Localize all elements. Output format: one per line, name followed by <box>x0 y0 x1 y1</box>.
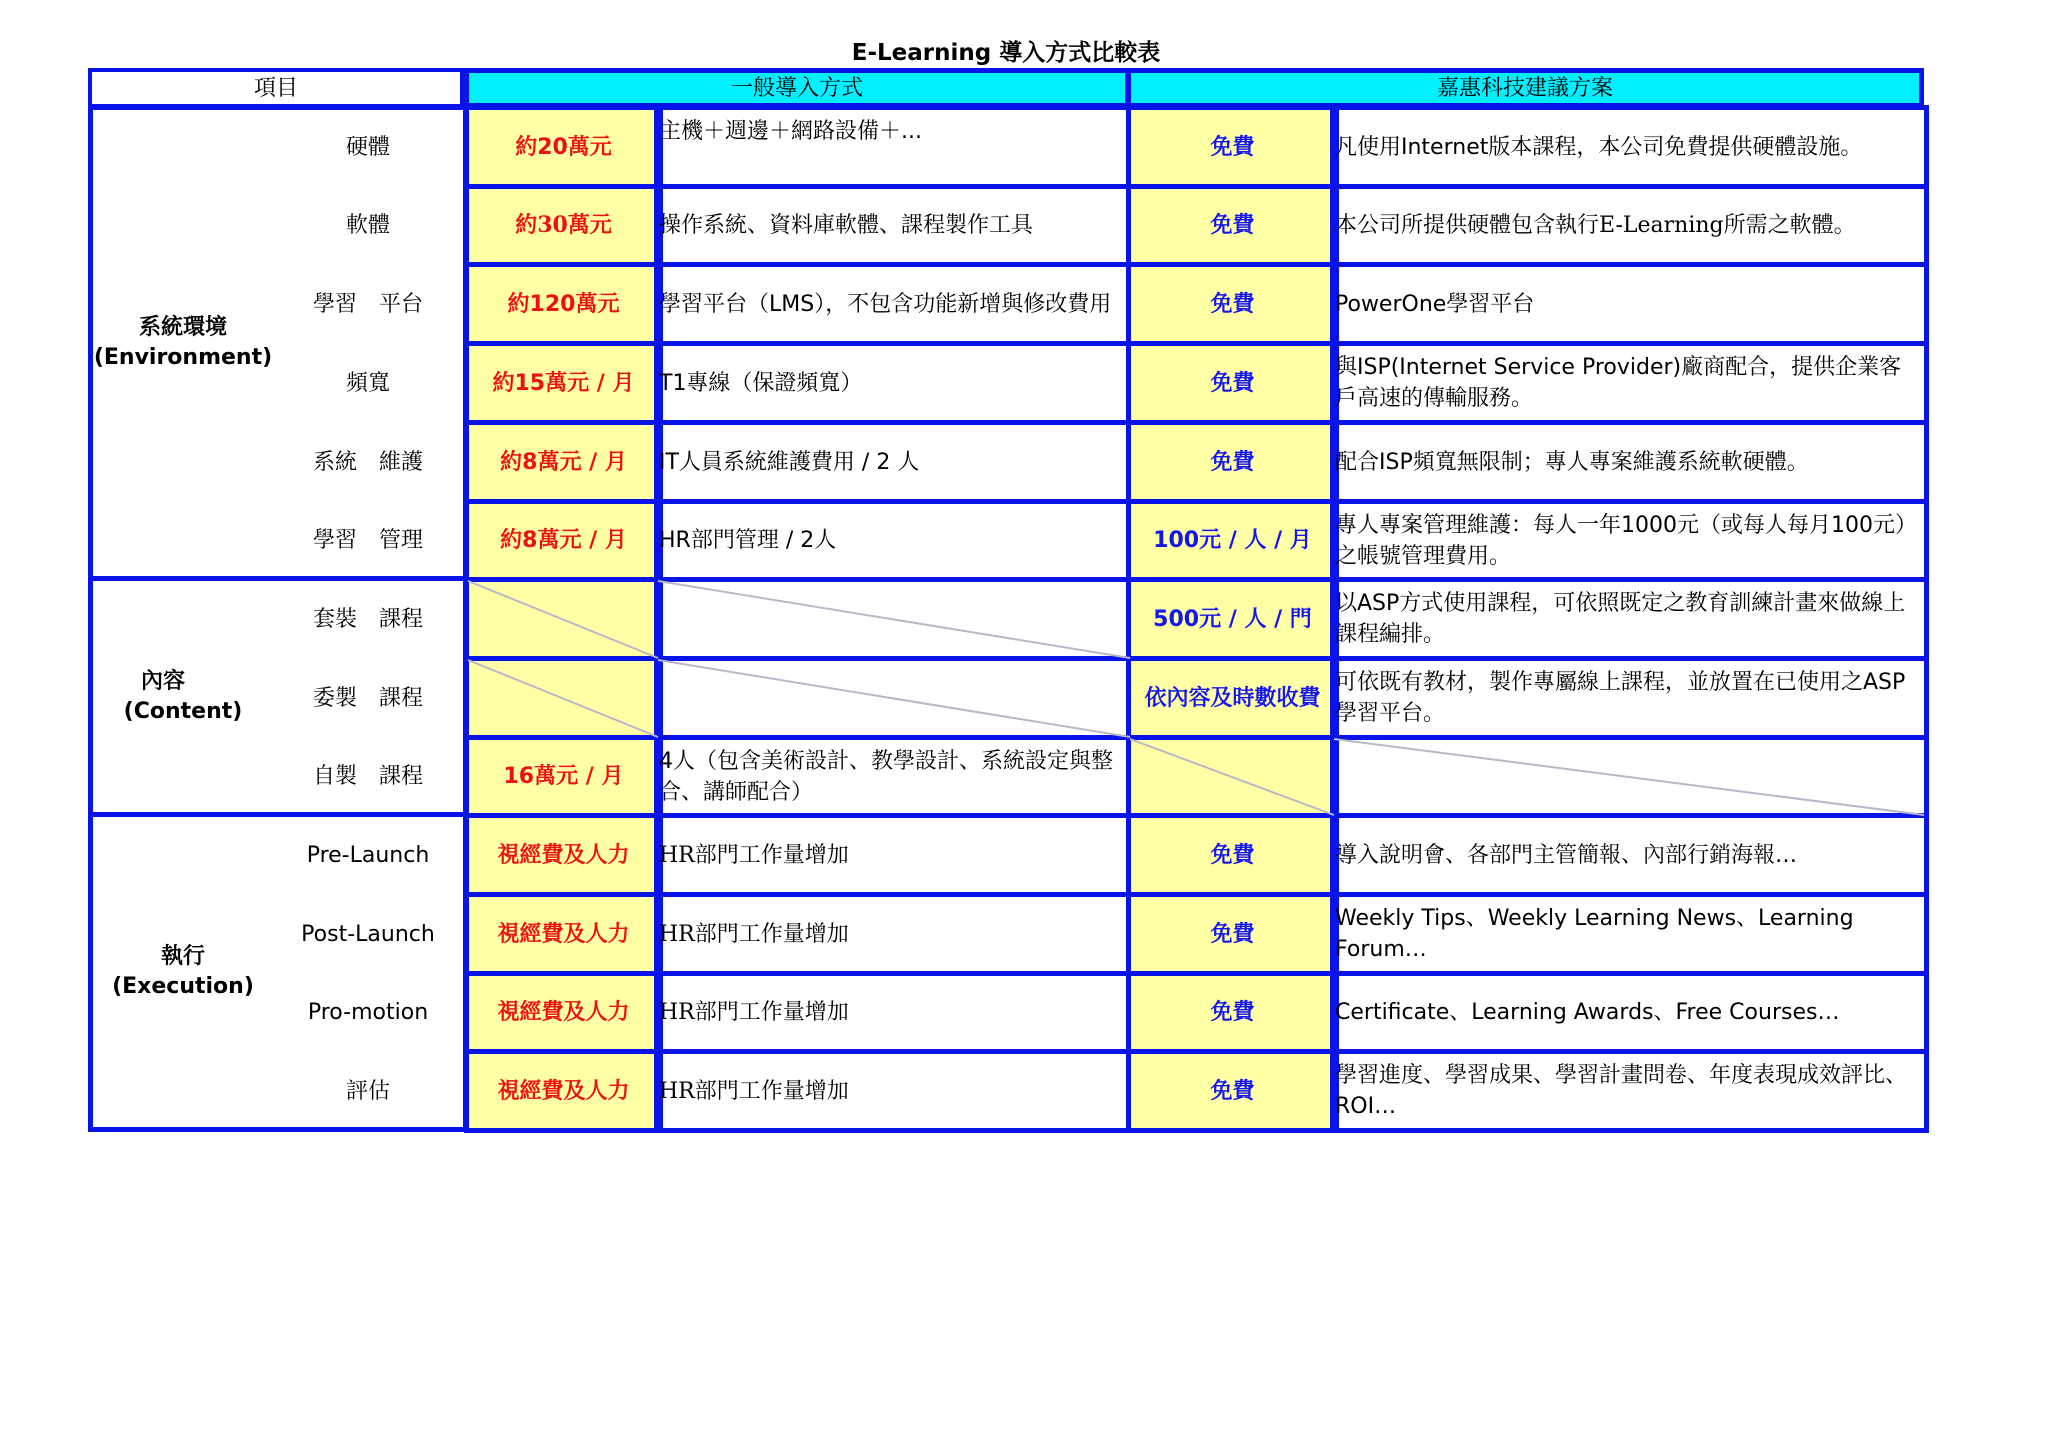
row-desc-4-text: IT人員系統維護費用 / 2 人 <box>659 449 920 475</box>
row-item-12-text: 評估 <box>345 1078 390 1104</box>
row-desc-10-text: HR部門工作量增加 <box>659 921 849 947</box>
comparison-table <box>88 68 1924 1132</box>
group-content-name: 內容 <box>140 668 185 694</box>
row-desc-2-text: 學習平台（LMS），不包含功能新增與修改費用 <box>659 291 1112 317</box>
row-plan-desc-12-text: 學習進度、學習成果、學習計畫問卷、年度表現成效評比、ROI… <box>1335 1063 1908 1119</box>
group-execution-en: (Execution) <box>112 974 254 999</box>
row-plan-cost-4-text: 免費 <box>1210 449 1255 475</box>
row-desc-5-text: HR部門管理 / 2人 <box>659 528 837 553</box>
row-plan-desc-5-text: 專人專案管理維護：每人一年1000元（或每人每月100元）之帳號管理費用。 <box>1335 512 1917 569</box>
row-item-0-text: 硬體 <box>345 134 390 160</box>
group-environment-name: 系統環境 <box>138 315 227 340</box>
diagonal-6-desc <box>658 581 1130 658</box>
row-plan-cost-12-text: 免費 <box>1210 1078 1255 1104</box>
row-cost-0-text: 約20萬元 <box>515 134 612 160</box>
row-cost-4-text: 約8萬元 / 月 <box>500 449 627 475</box>
row-item-5-text: 學習 管理 <box>312 528 423 553</box>
row-cost-10-text: 視經費及人力 <box>497 921 630 947</box>
row-plan-cost-1-text: 免費 <box>1210 213 1255 238</box>
row-plan-desc-9-text: 導入說明會、各部門主管簡報、內部行銷海報… <box>1335 842 1798 868</box>
row-desc-3-text: T1專線（保證頻寬） <box>659 370 863 396</box>
row-item-9-text: Pre-Launch <box>306 842 430 868</box>
row-plan-desc-11-text: Certificate、Learning Awards、Free Courses… <box>1335 1000 1840 1025</box>
row-item-10-text: Post-Launch <box>301 921 435 947</box>
diagonal-8-plan-cost <box>1130 739 1334 815</box>
row-plan-cost-3-text: 免費 <box>1210 370 1255 396</box>
row-item-1-text: 軟體 <box>345 213 390 238</box>
row-plan-cost-10-text: 免費 <box>1210 921 1255 947</box>
row-cost-8-text: 16萬元 / 月 <box>503 764 624 789</box>
row-plan-cost-2-text: 免費 <box>1210 291 1255 317</box>
row-cost-2-text: 約120萬元 <box>507 291 620 317</box>
row-cost-11-text: 視經費及人力 <box>497 1000 630 1025</box>
group-environment-en: (Environment) <box>93 345 273 370</box>
row-plan-desc-3-text: 與ISP(Internet Service Provider)廠商配合，提供企業客戶高速的傳輸服務。 <box>1335 355 1902 411</box>
row-item-6-text: 套裝 課程 <box>312 606 423 632</box>
row-cost-1-text: 約30萬元 <box>515 212 612 238</box>
row-plan-desc-1-text: 本公司所提供硬體包含執行E-Learning所需之軟體。 <box>1335 213 1856 238</box>
row-plan-desc-2-text: PowerOne學習平台 <box>1335 291 1535 317</box>
row-cost-9-text: 視經費及人力 <box>497 842 630 868</box>
header-item-label: 項目 <box>253 75 298 101</box>
row-item-8-text: 自製 課程 <box>312 764 423 789</box>
row-desc-0-text: 主機＋週邊＋網路設備＋... <box>659 119 922 144</box>
diagonal-6-cost <box>468 581 658 658</box>
row-plan-desc-7-text: 可依既有教材，製作專屬線上課程，並放置在已使用之ASP學習平台。 <box>1335 670 1906 726</box>
row-plan-desc-0-text: 凡使用Internet版本課程，本公司免費提供硬體設施。 <box>1335 134 1863 160</box>
row-item-7-text: 委製 課程 <box>312 685 423 711</box>
row-plan-cost-11-text: 免費 <box>1210 1000 1255 1025</box>
row-item-3-text: 頻寬 <box>345 370 390 396</box>
empty-cell-diagonals <box>88 68 1924 1132</box>
document-title: E-Learning 導入方式比較表 <box>851 40 1161 66</box>
row-item-2-text: 學習 平台 <box>312 291 423 317</box>
row-item-4-text: 系統 維護 <box>312 449 423 475</box>
row-plan-desc-10-text: Weekly Tips、Weekly Learning News、Learning Forum… <box>1335 906 1854 962</box>
row-plan-cost-6-text: 500元 / 人 / 門 <box>1153 606 1312 632</box>
row-plan-cost-7-text: 依內容及時數收費 <box>1144 685 1321 711</box>
row-item-11-text: Pro-motion <box>307 1000 429 1025</box>
row-cost-12-text: 視經費及人力 <box>497 1078 630 1104</box>
header-proposal-label: 嘉惠科技建議方案 <box>1436 75 1613 101</box>
row-plan-desc-4-text: 配合ISP頻寬無限制；專人專案維護系統軟硬體。 <box>1335 449 1809 475</box>
group-content-en: (Content) <box>123 698 243 724</box>
diagonal-8-plan-desc <box>1334 739 1924 815</box>
group-execution-name: 執行 <box>160 944 205 969</box>
row-plan-desc-6-text: 以ASP方式使用課程，可依照既定之教育訓練計畫來做線上課程編排。 <box>1335 591 1906 647</box>
row-plan-cost-9-text: 免費 <box>1210 842 1255 868</box>
diagonal-7-desc <box>658 660 1130 737</box>
row-desc-1-text: 操作系統、資料庫軟體、課程製作工具 <box>659 213 1034 238</box>
row-cost-3-text: 約15萬元 / 月 <box>492 370 635 396</box>
row-plan-cost-0-text: 免費 <box>1210 134 1255 160</box>
row-desc-11-text: HR部門工作量增加 <box>659 1000 849 1025</box>
row-desc-8-text: 4人（包含美術設計、教學設計、系統設定與整合、講師配合） <box>659 748 1113 805</box>
row-desc-12-text: HR部門工作量增加 <box>659 1078 849 1104</box>
row-plan-cost-5-text: 100元 / 人 / 月 <box>1153 528 1312 553</box>
header-general-label: 一般導入方式 <box>730 75 863 101</box>
row-cost-5-text: 約8萬元 / 月 <box>500 528 627 553</box>
row-desc-9-text: HR部門工作量增加 <box>659 842 849 868</box>
diagonal-7-cost <box>468 660 658 737</box>
